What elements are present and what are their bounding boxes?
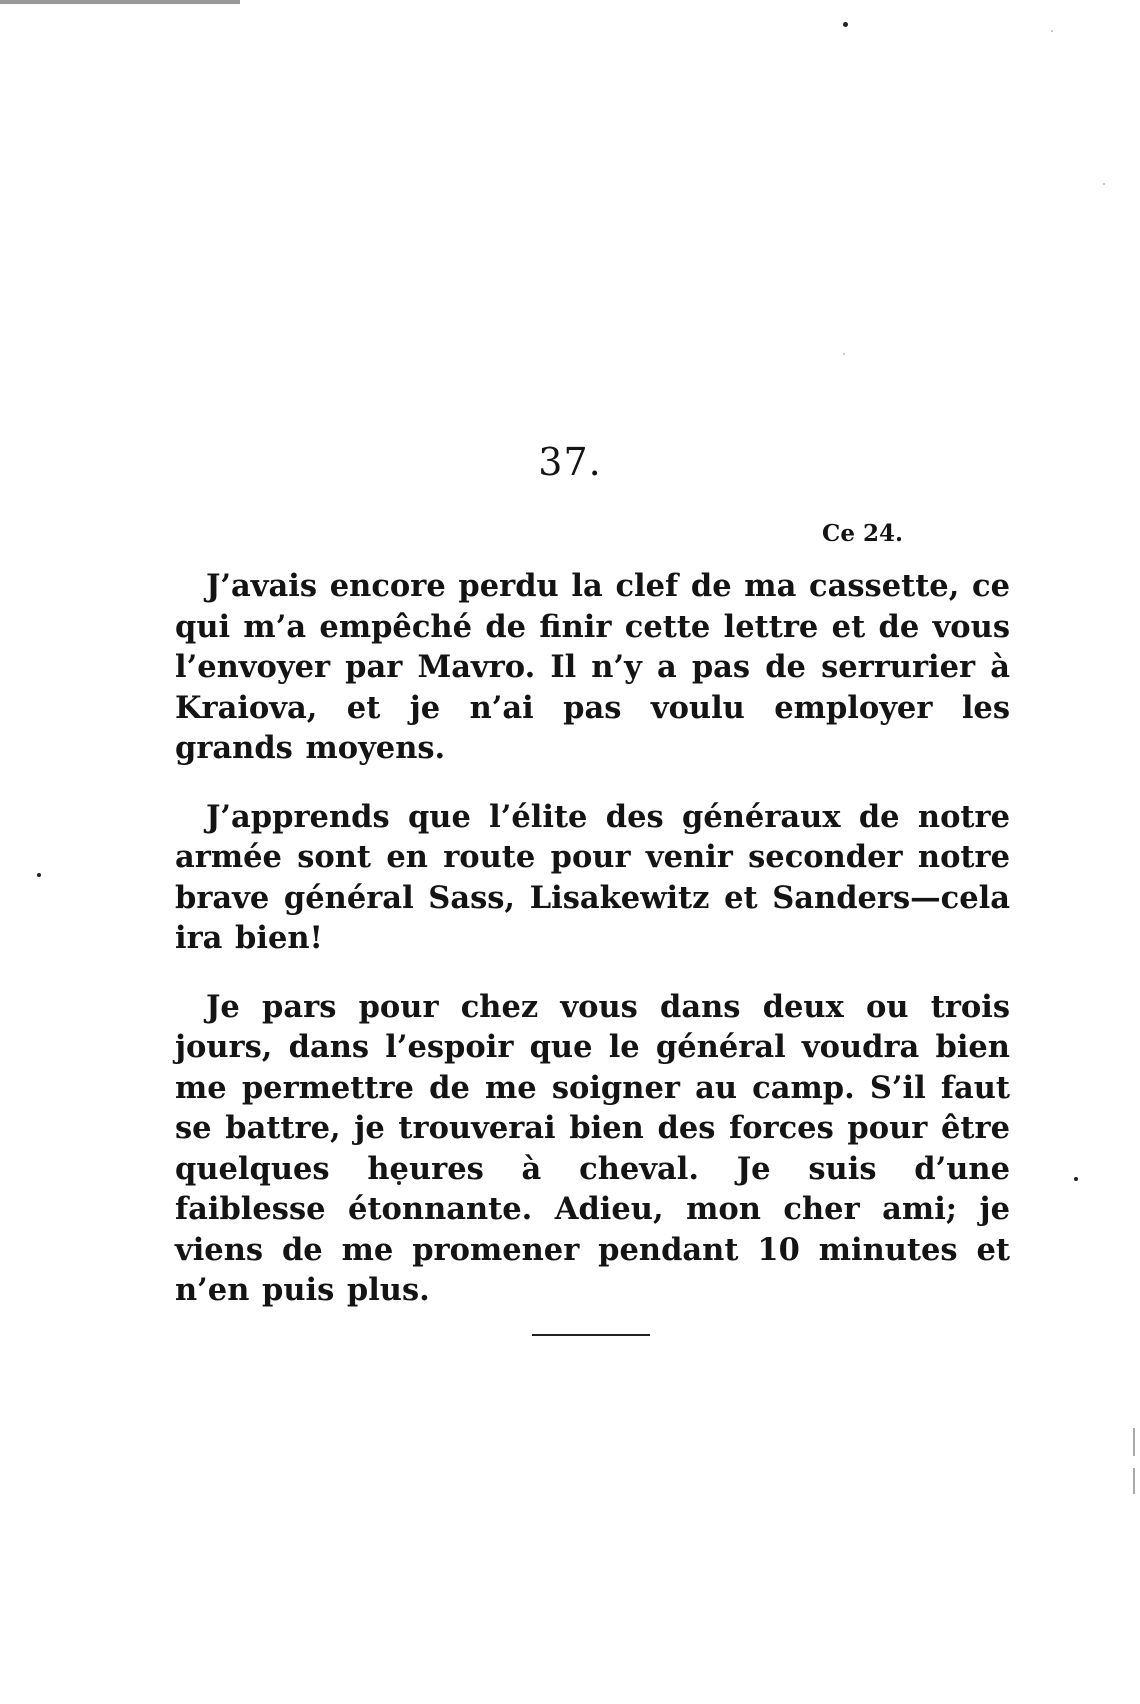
scan-speck <box>843 22 848 27</box>
closing-rule <box>532 1334 650 1336</box>
scan-edge-mark <box>1133 1468 1135 1494</box>
dateline: Ce 24. <box>822 520 903 547</box>
letter-body <box>175 566 1010 1339</box>
scan-speck <box>1103 183 1105 185</box>
scan-edge-mark <box>1133 1428 1135 1456</box>
page-number: 37. <box>538 440 602 484</box>
scan-speck <box>1051 30 1053 32</box>
paragraph-2: J’apprends que l’élite des généraux de notre armée sont en route pour venir seconder notre brave général Sass, Lisakewitz et Sanders—cela ira bien! <box>175 798 1010 956</box>
scan-speck <box>37 873 41 877</box>
scan-speck <box>843 353 845 355</box>
scan-speck <box>1074 1177 1078 1181</box>
paragraph-3: Je pars pour chez vous dans deux ou trois jours, dans l’espoir que le général voudra bien me permettre de me soigner au camp. S’il faut se battre, je trouverai bien des forces pour être quelques heures à cheval. Je suis d’une faiblesse étonnante. Adieu, mon cher ami; je viens de me promener pendant 10 minutes et n’en puis plus. <box>175 988 1010 1308</box>
scan-top-edge-mark <box>0 0 240 4</box>
paragraph-1: J’avais encore perdu la clef de ma cassette, ce qui m’a empêché de finir cette lettre et de vous l’envoyer par Mavro. Il n’y a pas de serrurier à Kraiova, et je n’ai pas voulu employer les grands moyens. <box>175 568 1010 766</box>
